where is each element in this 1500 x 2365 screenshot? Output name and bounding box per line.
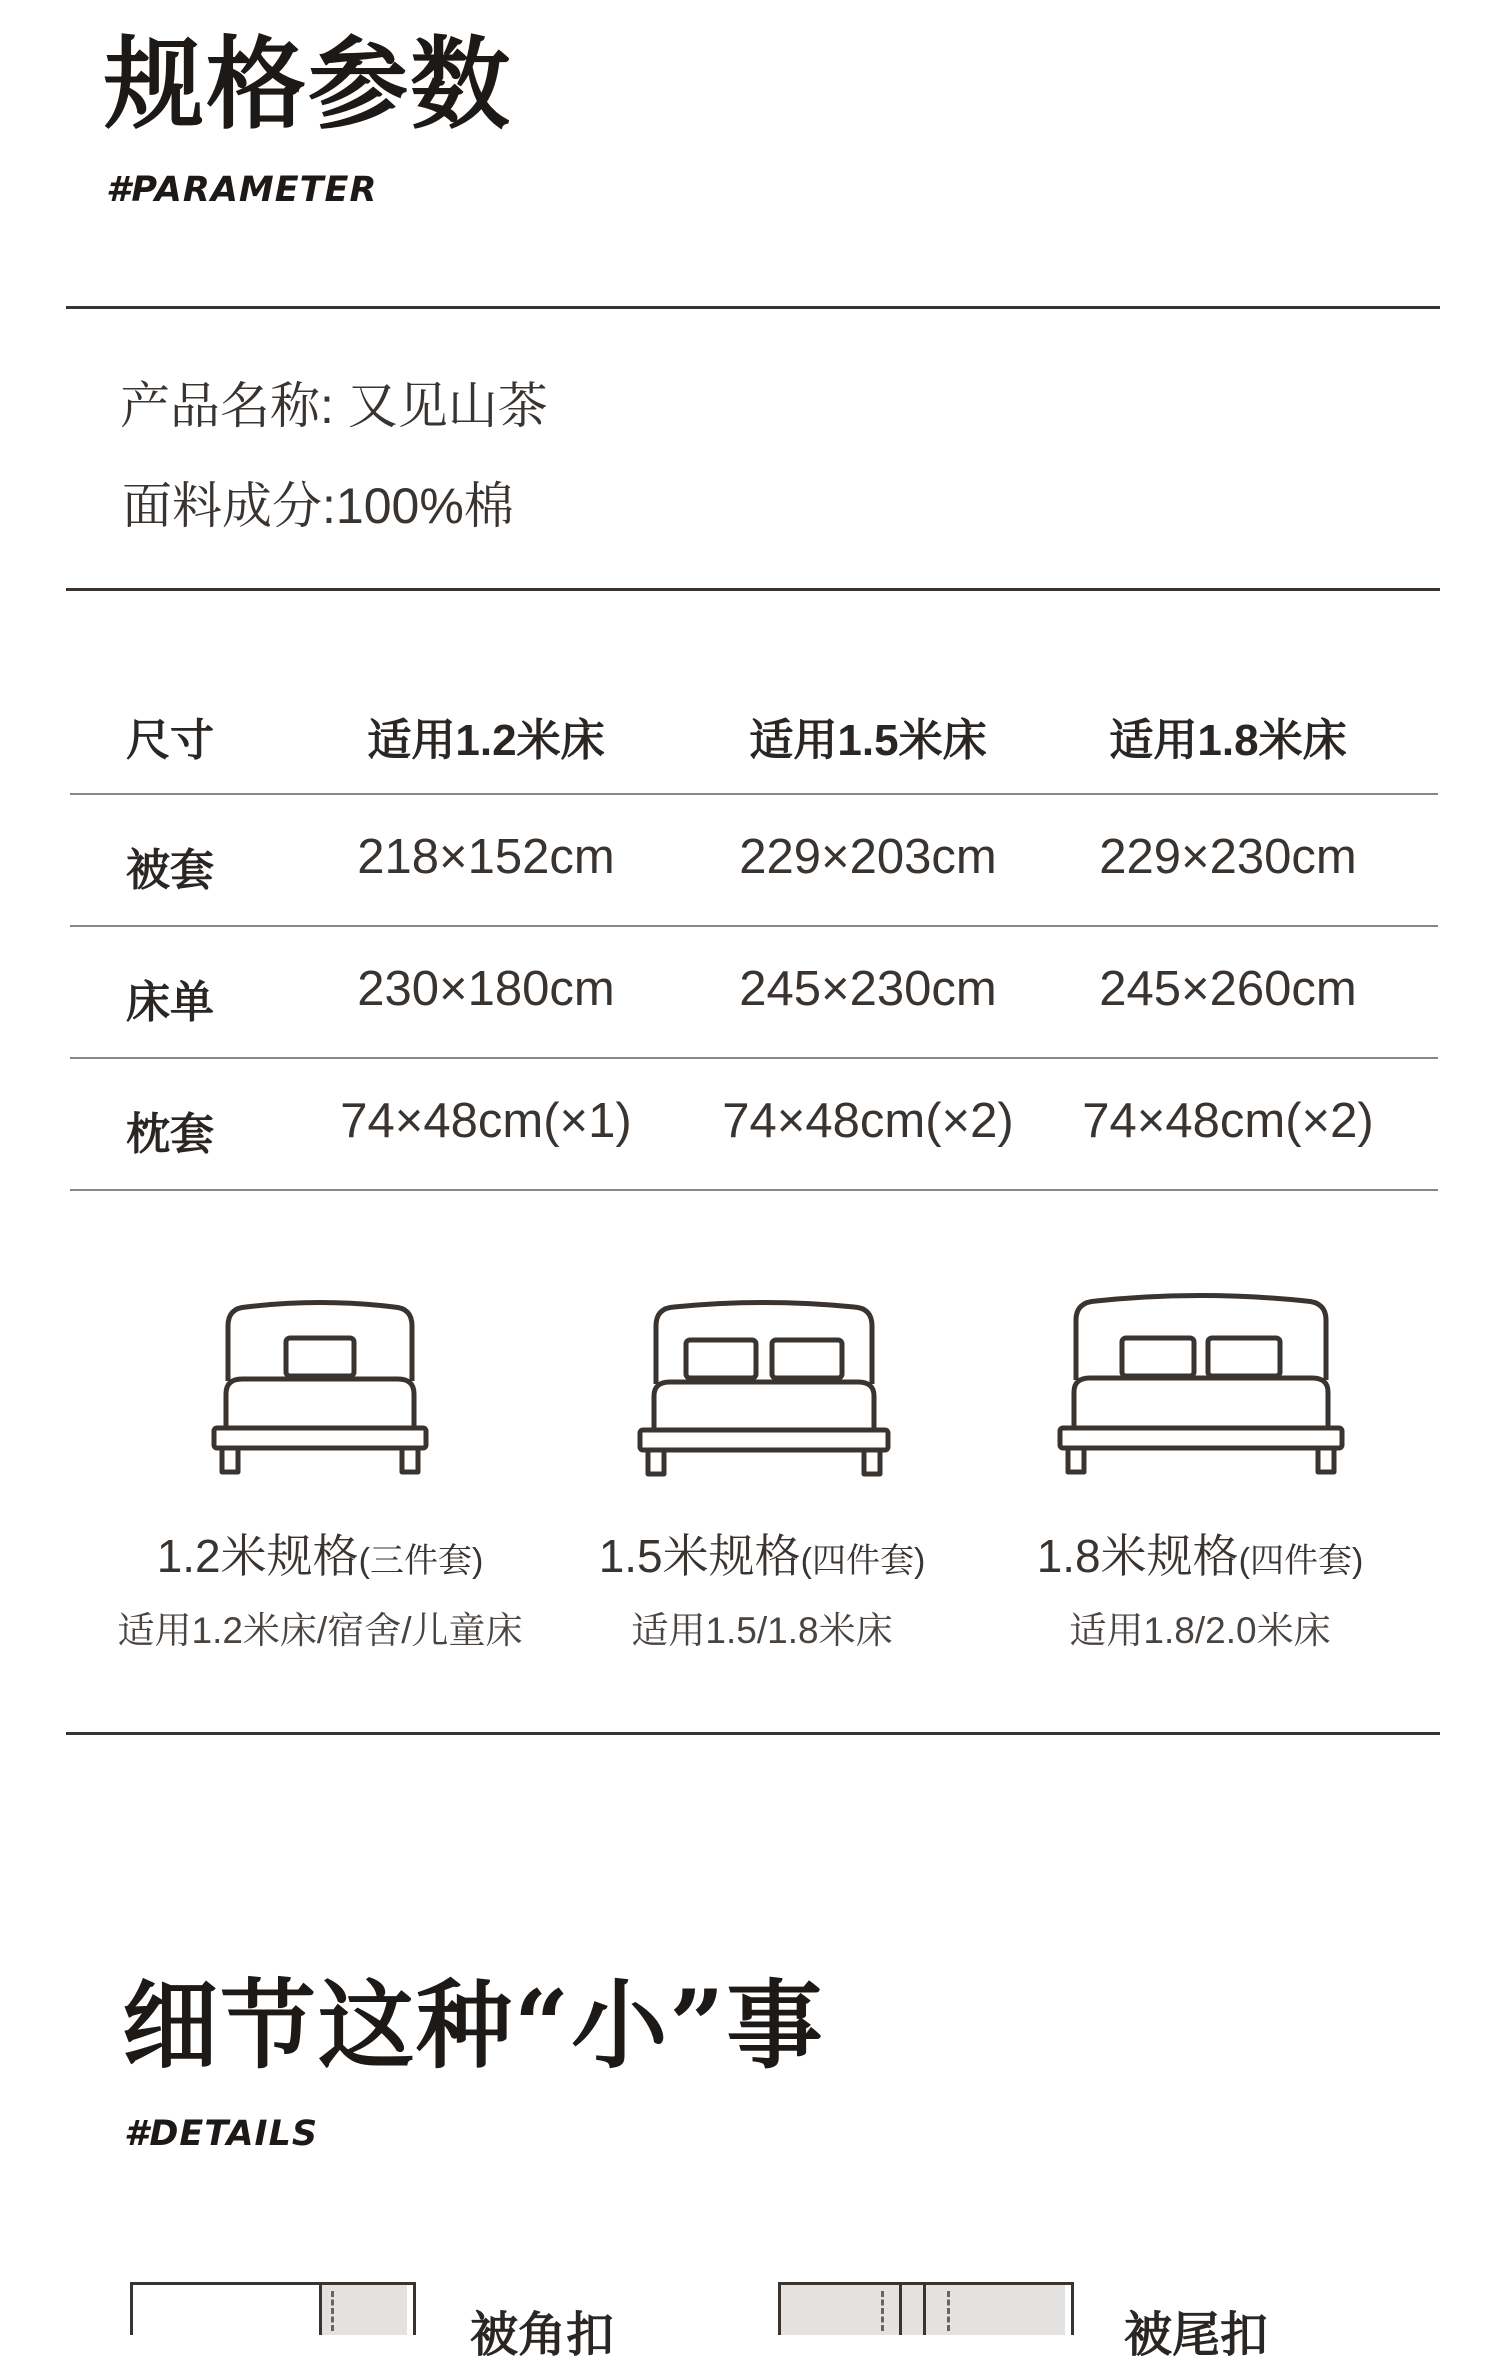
table-cell: 230×180cm xyxy=(357,962,615,1016)
table-header-1-2m: 适用1.2米床 xyxy=(367,716,605,765)
double-bed-icon xyxy=(636,1296,892,1478)
table-cell: 229×230cm xyxy=(1099,830,1357,884)
table-cell: 245×230cm xyxy=(739,962,997,1016)
table-cell: 74×48cm(×2) xyxy=(1082,1094,1374,1148)
bed-size-name: 1.2米规格 xyxy=(156,1530,359,1582)
table-divider xyxy=(70,1189,1438,1191)
divider xyxy=(66,306,1440,309)
details-title: 细节这种“小”事 xyxy=(122,1969,825,2082)
bed-usage: 适用1.2米床/宿舍/儿童床 xyxy=(117,1610,523,1651)
bed-usage: 适用1.5/1.8米床 xyxy=(631,1610,893,1651)
table-divider xyxy=(70,1057,1438,1059)
bed-set-type: (三件套) xyxy=(358,1542,484,1580)
bed-usage: 适用1.8/2.0米床 xyxy=(1069,1610,1331,1651)
table-cell: 74×48cm(×2) xyxy=(722,1094,1014,1148)
table-header-size: 尺寸 xyxy=(126,716,214,765)
table-divider xyxy=(70,925,1438,927)
fabric-composition: 面料成分:100%棉 xyxy=(122,478,514,534)
bed-caption-1-5m xyxy=(532,1520,992,1654)
bed-caption-1-2m xyxy=(90,1520,550,1654)
product-name: 产品名称: 又见山茶 xyxy=(120,378,548,434)
king-bed-icon xyxy=(1056,1290,1346,1476)
detail-label: 被尾扣 xyxy=(1124,2309,1269,2362)
row-label-duvet-cover: 被套 xyxy=(126,846,214,895)
bed-size-name: 1.8米规格 xyxy=(1036,1530,1239,1582)
row-label-bed-sheet: 床单 xyxy=(126,978,214,1027)
single-bed-icon xyxy=(210,1296,430,1476)
table-header-1-8m: 适用1.8米床 xyxy=(1109,716,1347,765)
detail-label: 被角扣 xyxy=(470,2309,615,2362)
details-tag: #DETAILS xyxy=(124,2114,319,2154)
table-divider xyxy=(70,793,1438,795)
bed-set-type: (四件套) xyxy=(800,1542,926,1580)
divider xyxy=(66,588,1440,591)
detail-image-corner-button xyxy=(130,2282,416,2335)
table-cell: 74×48cm(×1) xyxy=(340,1094,632,1148)
row-label-pillowcase: 枕套 xyxy=(126,1110,214,1159)
bed-set-type: (四件套) xyxy=(1238,1542,1364,1580)
table-header-1-5m: 适用1.5米床 xyxy=(749,716,987,765)
bed-caption-1-8m xyxy=(970,1520,1430,1654)
detail-image-tail-button xyxy=(778,2282,1074,2335)
table-cell: 245×260cm xyxy=(1099,962,1357,1016)
parameter-tag: #PARAMETER xyxy=(106,170,378,210)
bed-size-name: 1.5米规格 xyxy=(598,1530,801,1582)
table-cell: 229×203cm xyxy=(739,830,997,884)
table-cell: 218×152cm xyxy=(357,830,615,884)
parameter-title: 规格参数 xyxy=(104,25,512,143)
divider xyxy=(66,1732,1440,1735)
